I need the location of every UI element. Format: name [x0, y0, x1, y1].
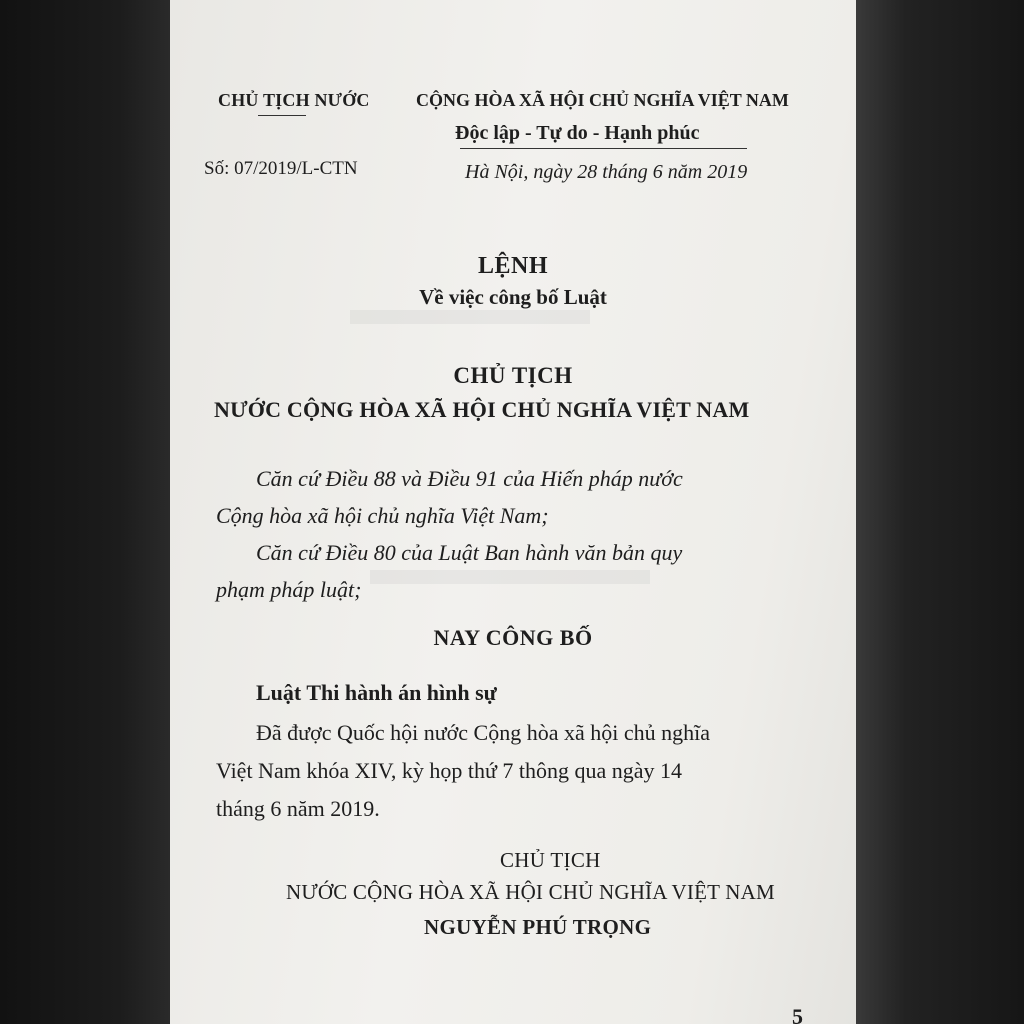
passed-statement-line: tháng 6 năm 2019. — [216, 796, 380, 821]
signer-name: NGUYỄN PHÚ TRỌNG — [424, 915, 652, 939]
background-left — [0, 0, 170, 1024]
issuing-body-underline — [258, 115, 306, 116]
signer-role: CHỦ TỊCH — [500, 848, 601, 872]
legal-basis-line: Căn cứ Điều 88 và Điều 91 của Hiến pháp nước — [256, 466, 683, 491]
issuer-title: CHỦ TỊCH — [453, 363, 573, 388]
law-title: Luật Thi hành án hình sự — [256, 680, 497, 705]
bleed-through-mark — [370, 570, 650, 584]
passed-statement-line: Đã được Quốc hội nước Cộng hòa xã hội chủ nghĩa — [256, 720, 711, 745]
national-motto: Độc lập - Tự do - Hạnh phúc — [455, 122, 700, 144]
signer-organization: NƯỚC CỘNG HÒA XÃ HỘI CHỦ NGHĨA VIỆT NAM — [286, 880, 775, 904]
legal-basis-line: Căn cứ Điều 80 của Luật Ban hành văn bản quy — [256, 540, 683, 565]
place-date: Hà Nội, ngày 28 tháng 6 năm 2019 — [465, 161, 748, 183]
legal-basis-line: phạm pháp luật; — [216, 577, 362, 602]
document-subject: Về việc công bố Luật — [419, 285, 607, 309]
passed-statement-line: Việt Nam khóa XIV, kỳ họp thứ 7 thông qua ngày 14 — [216, 758, 683, 783]
background-right — [855, 0, 1024, 1024]
document-page — [170, 0, 856, 1024]
document-type: LỆNH — [477, 253, 548, 279]
issuer-country: NƯỚC CỘNG HÒA XÃ HỘI CHỦ NGHĨA VIỆT NAM — [214, 397, 750, 422]
page-number: 5 — [792, 1004, 803, 1024]
motto-underline — [460, 148, 747, 149]
document-number: Số: 07/2019/L-CTN — [204, 158, 358, 179]
legal-basis-line: Cộng hòa xã hội chủ nghĩa Việt Nam; — [216, 503, 549, 528]
issuing-body: CHỦ TỊCH NƯỚC — [218, 90, 370, 110]
announcement-heading: NAY CÔNG BỐ — [433, 625, 593, 650]
national-title: CỘNG HÒA XÃ HỘI CHỦ NGHĨA VIỆT NAM — [416, 90, 789, 110]
bleed-through-mark — [350, 310, 590, 324]
